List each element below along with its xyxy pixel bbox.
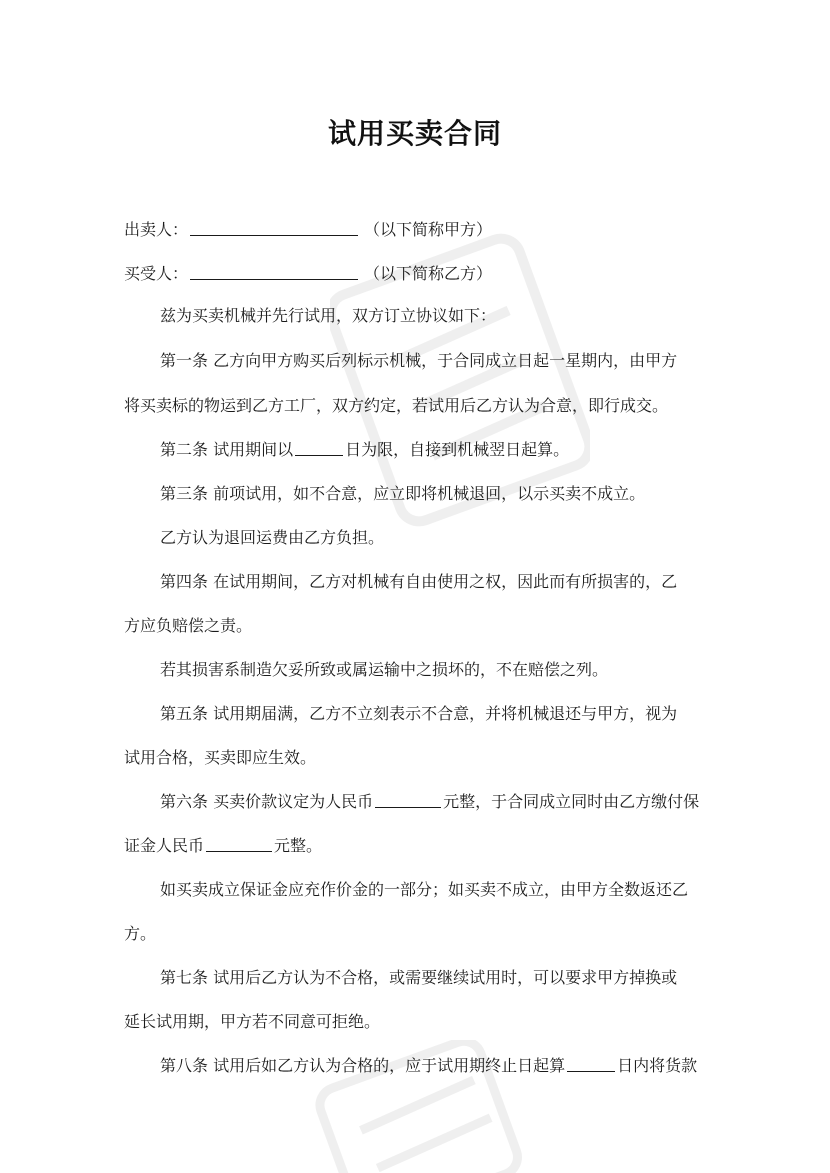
article-5-line-2: 试用合格，买卖即应生效。 [124, 748, 317, 767]
article-7-line-1: 第七条 试用后乙方认为不合格，或需要继续试用时，可以要求甲方掉换或 [160, 968, 678, 987]
payment-days-blank[interactable] [567, 1057, 615, 1072]
seller-name-blank[interactable] [190, 221, 358, 236]
article-1-line-2: 将买卖标的物运到乙方工厂，双方约定，若试用后乙方认为合意，即行成交。 [124, 396, 669, 415]
buyer-suffix: （以下简称乙方） [364, 264, 493, 283]
buyer-label: 买受人： [124, 264, 189, 283]
article-6-text-c: 证金人民币 [124, 836, 205, 855]
article-8-text-a: 第八条 试用后如乙方认为合格的，应于试用期终止日起算 [160, 1056, 566, 1075]
article-4-line-1: 第四条 在试用期间，乙方对机械有自由使用之权，因此而有所损害的，乙 [160, 572, 678, 591]
article-4-line-2: 方应负赔偿之责。 [124, 616, 253, 635]
article-6-line-2 [124, 836, 322, 856]
article-6-line-1 [160, 792, 699, 812]
article-6-line-4: 方。 [124, 924, 157, 943]
article-6-text-a: 第六条 买卖价款议定为人民币 [160, 792, 374, 811]
article-2-text-b: 日为限，自接到机械翌日起算。 [345, 440, 570, 459]
article-5-line-1: 第五条 试用期届满，乙方不立刻表示不合意，并将机械退还与甲方，视为 [160, 704, 678, 723]
preamble: 兹为买卖机械并先行试用，双方订立协议如下： [160, 306, 497, 325]
trial-days-blank[interactable] [295, 441, 343, 456]
buyer-name-blank[interactable] [190, 265, 358, 280]
deposit-amount-blank[interactable] [206, 837, 272, 852]
article-1-line-1: 第一条 乙方向甲方购买后列标示机械，于合同成立日起一星期内，由甲方 [160, 351, 678, 370]
article-2-text-a: 第二条 试用期间以 [160, 440, 294, 459]
article-6-text-d: 元整。 [274, 836, 323, 855]
seller-line [124, 220, 492, 240]
article-8-text-b: 日内将货款 [617, 1056, 698, 1075]
article-3-line-1: 第三条 前项试用，如不合意，应立即将机械退回，以示买卖不成立。 [160, 484, 646, 503]
buyer-line [124, 264, 492, 284]
price-amount-blank[interactable] [375, 793, 441, 808]
seller-suffix: （以下简称甲方） [364, 220, 493, 239]
document-title: 试用买卖合同 [327, 117, 502, 150]
article-7-line-2: 延长试用期，甲方若不同意可拒绝。 [124, 1012, 381, 1031]
article-8-line-1 [160, 1056, 697, 1076]
article-6-text-b: 元整，于合同成立同时由乙方缴付保 [443, 792, 700, 811]
article-3-line-2: 乙方认为退回运费由乙方负担。 [160, 528, 385, 547]
seller-label: 出卖人： [124, 220, 189, 239]
article-2 [160, 440, 569, 460]
article-6-line-3: 如买卖成立保证金应充作价金的一部分；如买卖不成立，由甲方全数返还乙 [160, 880, 689, 899]
article-4-line-3: 若其损害系制造欠妥所致或属运输中之损坏的，不在赔偿之列。 [160, 660, 609, 679]
